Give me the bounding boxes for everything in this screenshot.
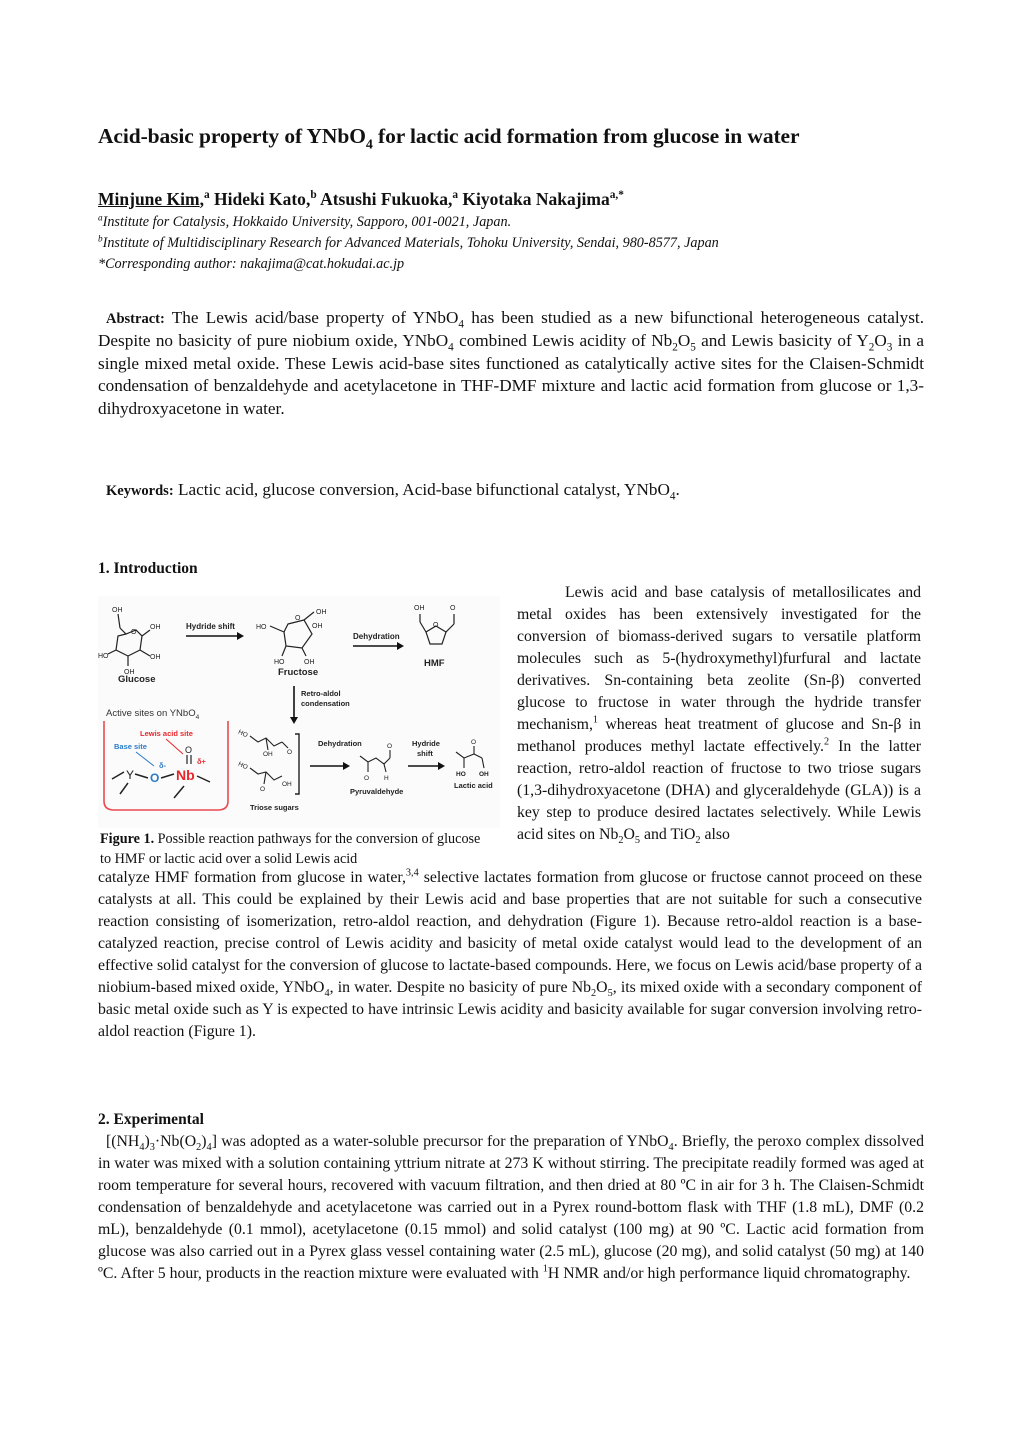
active-sites-title: Active sites on YNbO$_4$ bbox=[106, 708, 200, 721]
svg-text:OH: OH bbox=[150, 654, 161, 661]
base-site-label: Base site bbox=[114, 742, 147, 751]
svg-text:HO: HO bbox=[456, 771, 466, 778]
svg-text:O: O bbox=[450, 605, 456, 612]
section-heading-introduction: 1. Introduction bbox=[98, 560, 198, 577]
author-name: Minjune Kim bbox=[98, 189, 200, 209]
author-name: Hideki Kato bbox=[214, 189, 306, 209]
svg-text:O: O bbox=[433, 622, 439, 629]
svg-text:Hydride shift: Hydride shift bbox=[186, 622, 235, 631]
svg-text:HO: HO bbox=[98, 653, 109, 660]
hmf-label: HMF bbox=[424, 658, 445, 669]
svg-text:shift: shift bbox=[417, 749, 433, 758]
svg-text:O: O bbox=[471, 739, 477, 746]
svg-text:O: O bbox=[131, 629, 137, 636]
pyruvaldehyde-label: Pyruvaldehyde bbox=[350, 787, 404, 796]
keywords-label: Keywords: bbox=[106, 483, 174, 499]
niobium-acid-site: Nb bbox=[176, 767, 195, 783]
base-oxygen: O bbox=[150, 771, 160, 785]
svg-text:H: H bbox=[384, 775, 389, 782]
reaction-pathway-diagram bbox=[98, 596, 500, 828]
fructose-label: Fructose bbox=[278, 667, 319, 678]
intro-paragraph-column: Lewis acid and base catalysis of metallosilicates and metal oxides has been extensively investigated for the conversion of biomass-derived sugars to versatile platform molecules such as 5-(hydroxymethyl)furfural and lactate derivatives. Sn-containing beta zeolite (Sn-β) converted glucose to fructose in water through the hydride transfer mechanism,$^1$ whereas heat treatment of glucose and Sn-β in methanol produces methyl lactate effectively.$^2$ In the latter reaction, retro-aldol reaction of fructose to two triose sugars (1,3-dihydroxyacetone (DHA) and glyceraldehyde (GLA)) is a key step to produce desired lactates selectively. While Lewis acid sites on $Nb_2O_5$ and TiO$_2$ also bbox=[517, 584, 921, 847]
svg-text:Y: Y bbox=[126, 768, 135, 782]
lactic-acid-label: Lactic acid bbox=[454, 781, 493, 790]
svg-text:δ-: δ- bbox=[159, 761, 167, 770]
svg-text:HO: HO bbox=[236, 728, 249, 740]
svg-text:O: O bbox=[387, 743, 393, 750]
svg-text:OH: OH bbox=[124, 669, 135, 676]
lewis-acid-site-label: Lewis acid site bbox=[140, 729, 193, 738]
svg-text:O: O bbox=[364, 775, 370, 782]
svg-text:OH: OH bbox=[282, 781, 292, 788]
paper-title: Acid-basic property of YNbO$_4$ for lactic acid formation from glucose in water bbox=[98, 124, 800, 153]
svg-text:O: O bbox=[185, 745, 193, 755]
svg-text:OH: OH bbox=[316, 609, 327, 616]
svg-text:OH: OH bbox=[304, 659, 315, 666]
svg-text:OH: OH bbox=[263, 751, 273, 758]
svg-text:Retro-aldol: Retro-aldol bbox=[301, 689, 341, 698]
figure-caption: Figure 1. Possible reaction pathways for the conversion of glucose to HMF or lactic acid over a solid Lewis acid bbox=[100, 831, 481, 867]
svg-text:OH: OH bbox=[312, 623, 323, 630]
figure-caption-label: Figure 1. bbox=[100, 831, 155, 847]
svg-text:HO: HO bbox=[236, 760, 249, 772]
abstract: Abstract: The Lewis acid/base property of YNbO$_4$ has been studied as a new bifunctional heterogeneous catalyst. Despite no basicity of pure niobium oxide, YNbO$_4$ combined Lewis acidity of $Nb_2O_5$ and Lewis basicity of $Y_2O_3$ in a single mixed metal oxide. These Lewis acid-base sites functioned as catalytically active sites for the Claisen-Schmidt condensation of benzaldehyde and acetylacetone in THF-DMF mixture and lactic acid formation from glucose or 1,3-dihydroxyacetone in water. bbox=[98, 308, 924, 418]
glucose-label: Glucose bbox=[118, 674, 156, 685]
abstract-label: Abstract: bbox=[106, 311, 165, 327]
svg-text:OH: OH bbox=[150, 624, 161, 631]
svg-text:δ+: δ+ bbox=[197, 757, 206, 766]
svg-text:HO: HO bbox=[274, 659, 285, 666]
corresponding-author: *Corresponding author: nakajima@cat.hokudai.ac.jp bbox=[98, 256, 405, 272]
section-heading-experimental: 2. Experimental bbox=[98, 1111, 204, 1128]
svg-text:Dehydration: Dehydration bbox=[353, 632, 400, 641]
keywords: Keywords: Lactic acid, glucose conversion, Acid-base bifunctional catalyst, YNbO$_4$. bbox=[106, 480, 680, 503]
author-name: Kiyotaka Nakajima bbox=[462, 189, 610, 209]
author-name: Atsushi Fukuoka bbox=[320, 189, 448, 209]
svg-text:condensation: condensation bbox=[301, 699, 350, 708]
svg-text:OH: OH bbox=[479, 771, 489, 778]
affiliation-b: $^b$Institute of Multidisciplinary Research for Advanced Materials, Tohoku University, Sendai, 980-8577, Japan bbox=[98, 233, 719, 251]
experimental-paragraph: $[(NH_4)_3\cdot Nb(O_2)_4]$ was adopted as a water-soluble precursor for the preparation of YNbO$_4$. Briefly, the peroxo complex dissolved in water was mixed with a solution containing yttrium nitrate at 273 K without stirring. The precipitate readily formed was aged at room temperature for several hours, recovered with vacuum filtration, and then dried at 80 ºC in air for 3 h. The Claisen-Schmidt condensation of benzaldehyde and acetylacetone was carried out in a Pyrex round-bottom flask with THF (1.8 mL), DMF (0.2 mL), benzaldehyde (0.1 mmol), acetylacetone (0.15 mmol) and solid catalyst (100 mg) at 90 ºC. Lactic acid formation from glucose was also carried out in a Pyrex glass vessel containing water (2.5 mL), glucose (20 mg), and solid catalyst (50 mg) at 140 ºC. After 5 hour, products in the reaction mixture were evaluated with $^1$H NMR and/or high performance liquid chromatography. bbox=[98, 1133, 924, 1282]
svg-text:O: O bbox=[295, 615, 301, 622]
svg-text:OH: OH bbox=[112, 607, 123, 614]
svg-text:Hydride: Hydride bbox=[412, 739, 440, 748]
svg-text:O: O bbox=[287, 749, 293, 756]
figure-1 bbox=[98, 596, 500, 828]
svg-text:HO: HO bbox=[256, 624, 267, 631]
triose-sugars-label: Triose sugars bbox=[250, 803, 299, 812]
svg-text:OH: OH bbox=[414, 605, 425, 612]
author-list: Minjune Kim,$^a$ Hideki Kato,$^b$ Atsushi Fukuoka,$^a$ Kiyotaka Nakajima$^{a,*}$ bbox=[98, 189, 624, 209]
svg-text:O: O bbox=[260, 786, 266, 793]
svg-text:Dehydration: Dehydration bbox=[318, 739, 362, 748]
intro-paragraph-continued: catalyze HMF formation from glucose in water,$^{3,4}$ selective lactates formation from glucose or fructose cannot proceed on these catalysts at all. This could be explained by their Lewis acid and base properties that are not suitable for such a consecutive reaction consisting of isomerization, retro-aldol reaction, and dehydration (Figure 1). Because retro-aldol reaction is a base-catalyzed reaction, precise control of Lewis acidity and basicity of metal oxide catalyst would lead to the development of an effective solid catalyst for the conversion of glucose to lactate-based compounds. Here, we focus on Lewis acid/base property of a niobium-based mixed oxide, YNbO$_4$, in water. Despite no basicity of pure $Nb_2O_5$, its mixed oxide with a secondary component of basic metal oxide such as Y is expected to have intrinsic Lewis acidity and basicity available for sugar conversion involving retro-aldol reaction (Figure 1). bbox=[98, 867, 922, 1040]
affiliation-a: $^a$Institute for Catalysis, Hokkaido University, Sapporo, 001-0021, Japan. bbox=[98, 212, 512, 230]
